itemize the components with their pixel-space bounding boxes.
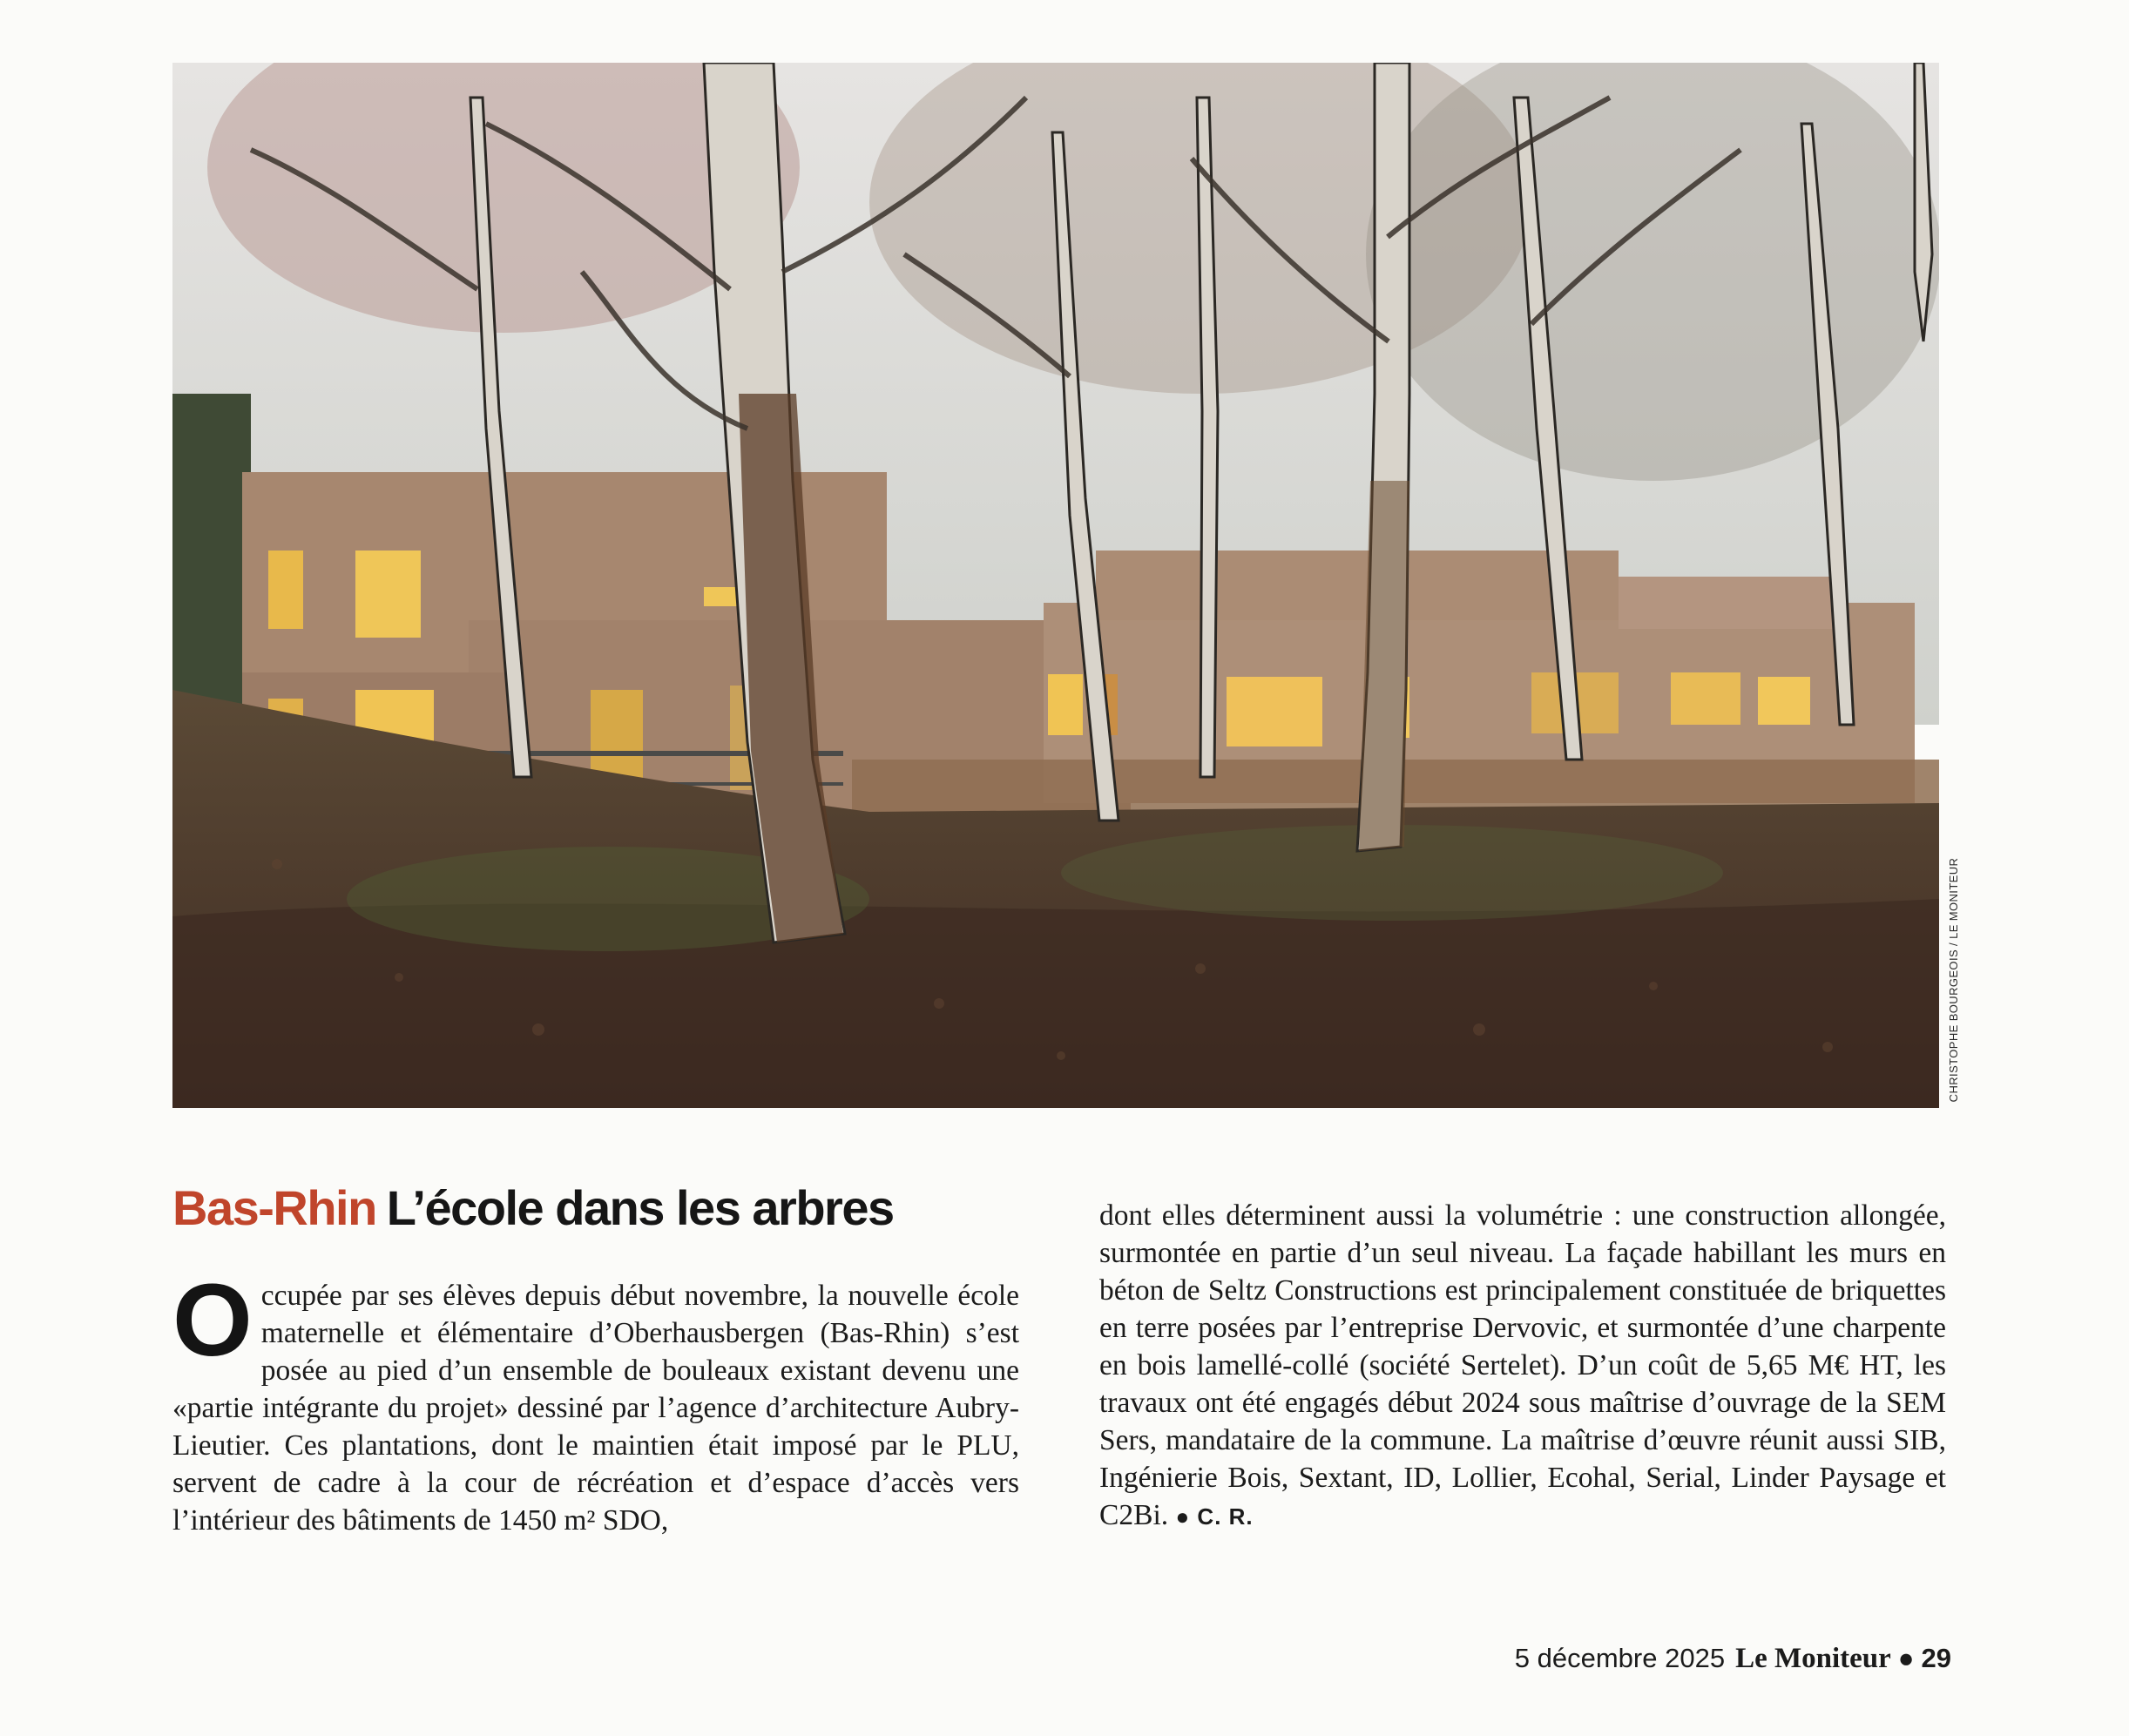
page-number: 29 <box>1921 1643 1951 1673</box>
issue-date: 5 décembre 2025 <box>1514 1643 1726 1673</box>
article-column-1 <box>172 1263 1019 1539</box>
article-photo <box>172 63 1939 1108</box>
drop-cap: O <box>172 1263 253 1378</box>
column-1-text: ccupée par ses élèves depuis début novembre, la nouvelle école maternelle et élémentaire d’Oberhausbergen (Bas-Rhin) s’est posée au pied d’un ensemble de bouleaux existant devenu une «partie intégrante du projet» dessiné par l’agence d’architecture Aubry-Lieutier. Ces plantations, dont le maintien était imposé par le PLU, servent de cadre à la cour de récréation et d’espace d’accès vers l’intérieur des bâtiments de 1450 m² SDO, <box>172 1280 1019 1537</box>
photo-credit: CHRISTOPHE BOURGEOIS / LE MONITEUR <box>1947 857 1960 1103</box>
article-column-2 <box>1099 1197 1946 1536</box>
author-signature: ● C. R. <box>1175 1503 1254 1530</box>
school-among-birches-image <box>172 63 1939 1108</box>
column-2-text: dont elles déterminent aussi la volumétrie : une construction allongée, surmontée en partie d’un seul niveau. La façade habillant les murs en béton de Seltz Constructions est principalement constituée de briquettes en terre posées par l’entreprise Dervovic, et surmontée d’une charpente en bois lamellé-collé (société Sertelet). D’un coût de 5,65 M€ HT, les travaux ont été engagés début 2024 sous maîtrise d’ouvrage de la SEM Sers, mandataire de la commune. La maîtrise d’œuvre réunit aussi SIB, Ingénierie Bois, Sextant, ID, Lollier, Ecohal, Serial, Linder Paysage et C2Bi. <box>1099 1199 1946 1531</box>
footer-separator: ● <box>1897 1643 1915 1673</box>
publication-name: Le Moniteur <box>1735 1643 1891 1674</box>
page-footer <box>1429 1641 1951 1676</box>
headline-title: L’école dans les arbres <box>386 1180 894 1235</box>
article-headline <box>172 1178 1044 1239</box>
headline-kicker: Bas-Rhin <box>172 1180 376 1235</box>
